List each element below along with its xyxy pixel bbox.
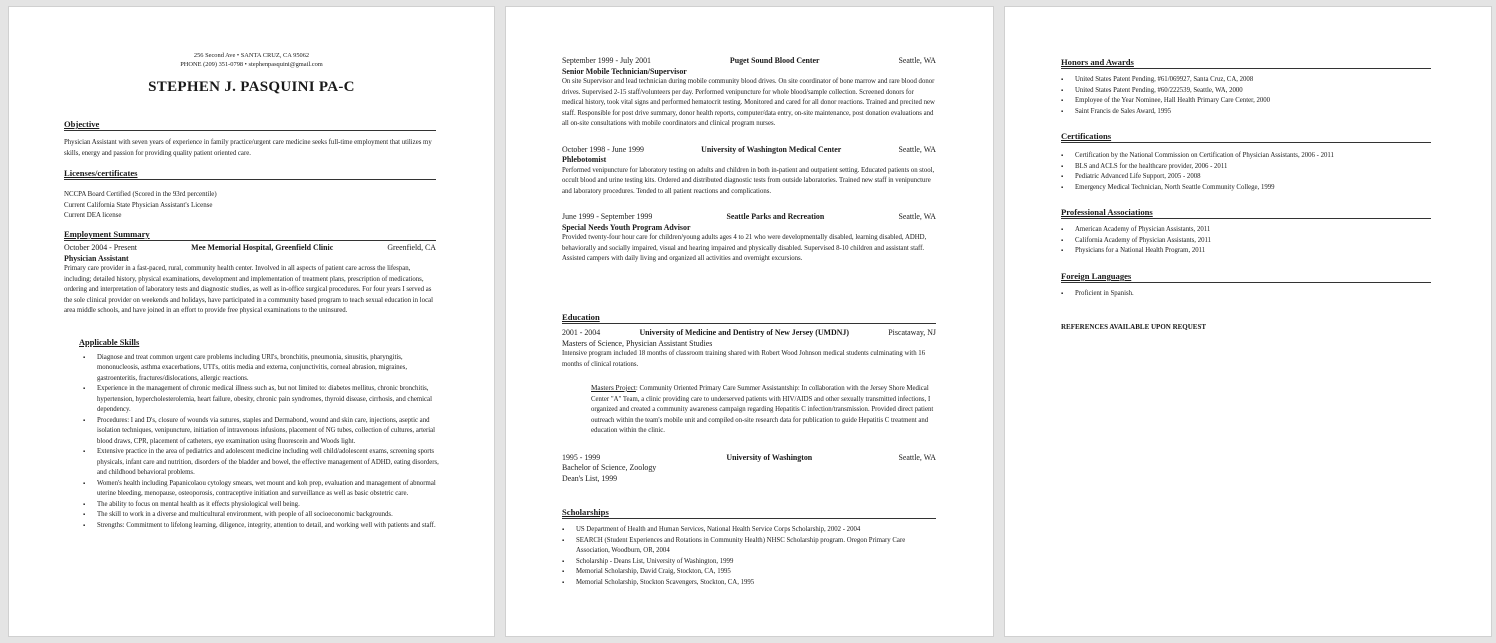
list-item: ▪ US Department of Health and Human Services, National Health Service Corps Scholarship, 2002 - 2004 [562, 525, 936, 536]
job-title: Senior Mobile Technician/Supervisor [562, 66, 687, 76]
licenses-section [64, 168, 436, 222]
resume-page-3 [1004, 6, 1492, 637]
section-heading: Licenses/certificates [64, 168, 436, 180]
list-item: ▪ Emergency Medical Technician, North Seattle Community College, 1999 [1061, 183, 1431, 194]
section-heading: Objective [64, 119, 436, 131]
list-item: ▪ Memorial Scholarship, Stockton Scavengers, Stockton, CA, 1995 [562, 578, 936, 589]
project-label: Masters Project [591, 384, 636, 392]
list-item: ▪ Procedures: I and D's, closure of wounds via sutures, staples and Dermabond, wound and skin care, injections, aseptic and isolation techniques, venipuncture, initiation of intravenous infusions, placement of NG tubes, collection of cultures, arterial blood draws, CPR, placement of catheters, eye examination using fluorescein and Woods light. [83, 416, 439, 448]
honors-section [1061, 57, 1431, 117]
job-dates: June 1999 - September 1999 [562, 212, 653, 221]
employment-continued [562, 56, 936, 265]
scholarships-list [562, 525, 936, 588]
section-heading: Foreign Languages [1061, 271, 1431, 283]
job-description: Provided twenty-four hour care for children/young adults ages 4 to 21 who were developmentally disabled, learning disabled, ADHD, behaviorally and socially impaired, visual and hearing impaired and physically disabled. Supervised 8-10 children and assistant staff. Assisted campers with daily living and organized all activities and overnight excursions. [562, 234, 927, 262]
list-item: ▪ Memorial Scholarship, David Craig, Stockton, CA, 1995 [562, 567, 936, 578]
address: 256 Second Ave • SANTA CRUZ, CA 95062 [193, 52, 310, 59]
job-header [562, 56, 936, 67]
job-org: Mee Memorial Hospital, Greenfield Clinic [191, 243, 334, 252]
list-item: ▪ American Academy of Physician Assistants, 2011 [1061, 225, 1431, 236]
list-item: ▪ Strengths: Commitment to lifelong learning, diligence, integrity, attention to detail, and working well with patients and staff. [83, 521, 439, 532]
degree: Bachelor of Science, Zoology [562, 463, 657, 472]
candidate-name: STEPHEN J. PASQUINI PA-C [148, 79, 355, 95]
section-heading: Certifications [1061, 131, 1431, 143]
list-item: ▪ Diagnose and treat common urgent care problems including URI's, bronchitis, pneumonia, sinusitis, pharyngitis, mononucleosis, asthma exacerbations, UTI's, otitis media and externa, conjunctivitis, corneal abrasion, migraines, gastroenteritis, fractures/dislocations, allergic reactions. [83, 353, 439, 385]
program-description: Intensive program included 18 months of classroom training shared with Robert Wood Johnson medical students culminating with 16 months of clinical rotations. [562, 350, 926, 368]
job-location: Seattle, WA [898, 144, 936, 154]
school-location: Seattle, WA [898, 452, 936, 462]
job-dates: October 2004 - Present [64, 243, 137, 252]
job-header [64, 243, 436, 254]
job-description: Performed venipuncture for laboratory testing on adults and children in both in-patient and outpatient setting. Educated patients on stool, occult blood and urine testing kits. Ordered and distributed diagnostic tests from outside laboratories. Trained new staff in venipuncture and laboratory procedures. Tended to all patient reactions and complications. [562, 166, 935, 195]
associations-section [1061, 207, 1431, 257]
list-item: ▪ United States Patent Pending, #60/222539, Seattle, WA, 2000 [1061, 86, 1431, 97]
resume-page-2 [505, 6, 994, 637]
scholarships-section [562, 507, 936, 588]
list-line: Current DEA license [64, 212, 122, 219]
skills-list [83, 353, 439, 532]
job-title: Phlebotomist [562, 155, 607, 164]
job-description: On site Supervisor and lead technician during mobile community blood drives. On site coordinator of bone marrow and rare blood donor drives. Supervised 2-15 staff/volunteers per day. Performed venipuncture for whole blood/sample collection. Screened donors for medical history, took vital signs and performed hematocrit testing. Monitored and cared for all donor reactions. Trained and precited new staff. Responsible for post drive summary, donor health reports, computer/data entry, on-site maintenance, post donation evaluations and all on-site consultations with mobile coordinators and clinical program nurses. [562, 78, 935, 127]
list-item: ▪ Proficient in Spanish. [1061, 289, 1431, 300]
school-name: University of Washington [726, 452, 813, 462]
list-item: ▪ Scholarship - Deans List, University of Washington, 1999 [562, 557, 936, 568]
section-heading: Applicable Skills [79, 338, 140, 347]
job-location: Seattle, WA [898, 212, 936, 221]
section-heading: Professional Associations [1061, 207, 1431, 219]
list-item: ▪ BLS and ACLS for the healthcare provider, 2006 - 2011 [1061, 162, 1431, 173]
objective-section [64, 119, 436, 159]
school-header [562, 328, 936, 339]
list-item: ▪ Pediatric Advanced Life Support, 2005 - 2008 [1061, 172, 1431, 183]
list-item: ▪ Employee of the Year Nominee, Hall Health Primary Care Center, 2000 [1061, 96, 1431, 107]
job-title: Special Needs Youth Program Advisor [562, 222, 691, 232]
list-item: ▪ The ability to focus on mental health as it effects physiological well being. [83, 500, 439, 511]
school-location: Piscataway, NJ [888, 328, 936, 337]
list-item: ▪ SEARCH (Student Experiences and Rotations in Community Health) NHSC Scholarship program. Oregon Primary Care Association, Woodburn, OR, 2004 [562, 536, 936, 557]
job-header [562, 145, 936, 156]
job-description: Primary care provider in a fast-paced, rural, community health center. Involved in all aspects of patient care across the lifespan, including; detailed history, physical examinations, development and implementation of treatment plans, prescription of medications, ordering and interpretation of laboratory tests and diagnostic studies, as well as in-office surgical procedures. For four years I served as the sole clinical provider on weekends and holidays, have participated in a community based program to teach sexual education in local area middle schools, and have joined in an effort to provide free physical examinations to the uninsured. [64, 265, 433, 314]
list-item: ▪ Saint Francis de Sales Award, 1995 [1061, 107, 1431, 118]
languages-list [1061, 289, 1431, 300]
references-note: REFERENCES AVAILABLE UPON REQUEST [1061, 323, 1207, 331]
section-heading: Education [562, 312, 936, 324]
school-header [562, 453, 936, 464]
job-title: Physician Assistant [64, 253, 129, 263]
skills-section [79, 338, 439, 531]
job-location: Greenfield, CA [387, 243, 436, 252]
resume-page-1 [8, 6, 495, 637]
job-org: Seattle Parks and Recreation [726, 212, 825, 221]
honor-note: Dean's List, 1999 [562, 473, 618, 483]
list-item: ▪ Extensive practice in the area of pediatrics and adolescent medicine including well child/adolescent exams, screening sports physicals, infant care and nutrition, disorders of the bladder and bowel, the effective management of ADHD, eating disorders, and childhood behavioral problems. [83, 447, 439, 479]
list-line: NCCPA Board Certified (Scored in the 93rd percentile) [64, 191, 217, 198]
school-name: University of Medicine and Dentistry of New Jersey (UMDNJ) [639, 328, 849, 337]
certifications-list [1061, 151, 1431, 193]
objective-text: Physician Assistant with seven years of experience in family practice/urgent care medicine seeks full-time employment that utilizes my skills, energy and passion for providing quality patient oriented care. [64, 139, 432, 157]
job-org: University of Washington Medical Center [701, 144, 842, 154]
phone-email: PHONE (209) 351-0798 • stephenpasquini@gmail.com [180, 61, 323, 68]
masters-project [591, 383, 936, 437]
employment-section [64, 229, 436, 317]
list-item: ▪ Women's health including Papanicolaou cytology smears, wet mount and koh prep, evaluation and management of abnormal uterine bleeding, menopause, osteoporosis, contraceptive initiation and surveillance as well as basic obstetric care. [83, 479, 439, 500]
job-org: Puget Sound Blood Center [729, 56, 820, 65]
job-entry [562, 212, 936, 265]
job-dates: October 1998 - June 1999 [562, 144, 644, 154]
section-heading: Employment Summary [64, 229, 436, 241]
job-location: Seattle, WA [898, 56, 936, 65]
licenses-list [64, 190, 436, 222]
section-heading: Honors and Awards [1061, 57, 1431, 69]
list-item: ▪ Certification by the National Commission on Certification of Physician Assistants, 2006 - 2011 [1061, 151, 1431, 162]
list-item: ▪ California Academy of Physician Assistants, 2011 [1061, 236, 1431, 247]
degree: Masters of Science, Physician Assistant Studies [562, 338, 713, 348]
job-entry [562, 56, 936, 130]
contact-header [9, 51, 494, 69]
list-item: ▪ Physicians for a National Health Program, 2011 [1061, 246, 1431, 257]
list-line: Current California State Physician Assistant's License [64, 201, 213, 209]
section-heading: Scholarships [562, 507, 936, 519]
job-header [562, 212, 936, 223]
job-entry [562, 145, 936, 198]
project-text: : Community Oriented Primary Care Summer Assistantship: In collaboration with the Jersey Shore Medical Center "A" Team, a clinic providing care to underserved patients with HIV/AIDS and other sexually transmitted infections, I organized and created a community awareness campaign regarding Hepatitis C infection/transmission. Provided direct patient outreach within the team's mobile unit and compiled on-site research data for publication to guide Hepatitis C treatment and education within the clinic. [591, 385, 934, 434]
school-dates: 2001 - 2004 [562, 328, 601, 337]
education-section [562, 312, 936, 484]
list-item: ▪ The skill to work in a diverse and multicultural environment, with people of all socioeconomic backgrounds. [83, 510, 439, 521]
list-item: ▪ Experience in the management of chronic medical illness such as, but not limited to: diabetes mellitus, chronic bronchitis, hypertension, hypercholesterolemia, heart failure, obesity, chronic pain syndromes, thyroid disease, cirrhosis, and chemical dependency. [83, 384, 439, 416]
associations-list [1061, 225, 1431, 257]
honors-list [1061, 75, 1431, 117]
list-item: ▪ United States Patent Pending, #61/069927, Santa Cruz, CA, 2008 [1061, 75, 1431, 86]
languages-section [1061, 271, 1431, 300]
certifications-section [1061, 131, 1431, 193]
school-dates: 1995 - 1999 [562, 452, 601, 462]
job-dates: September 1999 - July 2001 [562, 56, 651, 65]
